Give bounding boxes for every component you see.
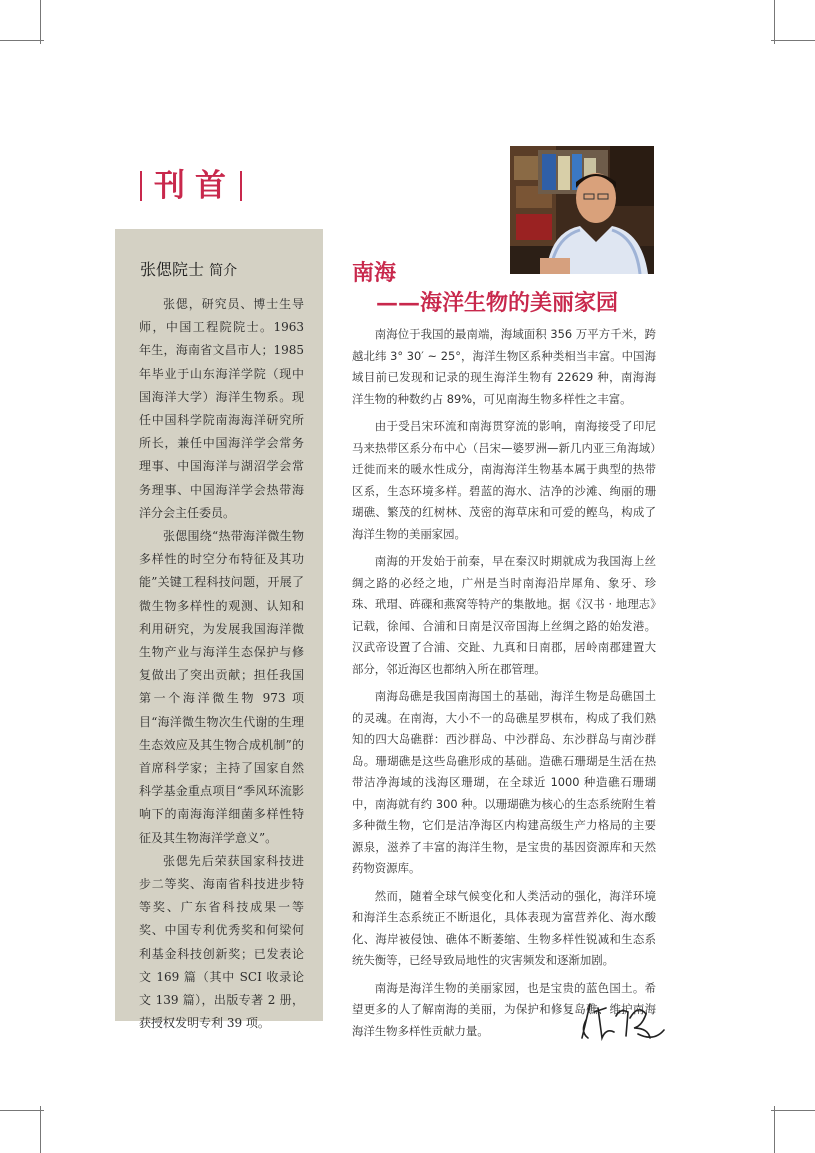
bio-body (139, 293, 304, 1036)
article-title-line1: 南海 (352, 260, 397, 286)
article-paragraph: 南海岛礁是我国南海国土的基础，海洋生物是岛礁国土的灵魂。在南海，大小不一的岛礁星罗棋布，构成了我们熟知的四大岛礁群：西沙群岛、中沙群岛、东沙群岛与南沙群岛。珊瑚礁是这些岛礁形成的基础。造礁石珊瑚是生活在热带洁净海域的浅海区珊瑚，在全球近 1000 种造礁石珊瑚中，南海就有约 300 种。以珊瑚礁为核心的生态系统附生着多种微生物，它们是洁净海区内构建高级生产力格局的主要源泉，滋养了丰富的海洋生物，是宝贵的基因资源库和天然药物资源库。 (352, 689, 656, 875)
section-header (140, 166, 242, 206)
crop-mark (774, 0, 775, 44)
bio-paragraph: 张偲围绕“热带海洋微生物多样性的时空分布特征及其功能”关键工程科技问题，开展了微生物多样性的观测、认知和利用研究，为发展我国海洋微生物产业与海洋生态保护与修复做出了突出贡献；担任我国第一个海洋微生物 973 项目“海洋微生物次生代谢的生理生态效应及其生物合成机制”的首席科学家；主持了国家自然科学基金重点项目“季风环流影响下的南海海洋细菌多样性特征及其生物海洋学意义”。 (139, 529, 304, 845)
article-paragraph: 南海位于我国的最南端，海域面积 356 万平方千米，跨越北纬 3° 30′ ~ 25°，海洋生物区系种类相当丰富。中国海域目前已发现和记录的现生海洋生物有 22629 种，南海海洋生物的种数约占 89%，可见南海生物多样性之丰富。 (352, 327, 656, 406)
section-bar-right (240, 171, 242, 201)
crop-mark (771, 1110, 815, 1111)
article-paragraph: 然而，随着全球气候变化和人类活动的强化，海洋环境和海洋生态系统正不断退化，具体表现为富营养化、海水酸化、海岸被侵蚀、礁体不断萎缩、生物多样性锐减和生态系统失衡等，已经导致局地性的灾害频发和逐渐加剧。 (352, 888, 656, 967)
article-paragraph: 由于受吕宋环流和南海贯穿流的影响，南海接受了印尼马来热带区系分布中心（吕宋—婆罗洲—新几内亚三角海域）迁徙而来的暖水性成分，南海海洋生物基本属于典型的热带区系，生态环境多样。碧蓝的海水、洁净的沙滩、绚丽的珊瑚礁、繁茂的红树林、茂密的海草床和可爱的鲣鸟，构成了海洋生物的美丽家园。 (352, 419, 656, 541)
article-title (352, 258, 618, 318)
article-title-line2: ——海洋生物的美丽家园 (376, 290, 619, 316)
signature (576, 998, 666, 1044)
bio-heading (140, 257, 237, 280)
article-body (352, 324, 656, 1048)
bio-paragraph: 张偲，研究员、博士生导师，中国工程院院士。1963 年生，海南省文昌市人；1985 年毕业于山东海洋学院（现中国海洋大学）海洋生物系。现任中国科学院南海海洋研究所所长，兼任中国海洋学会常务理事、中国海洋与湖沼学会常务理事、中国海洋学会热带海洋分会主任委员。 (139, 297, 304, 520)
crop-mark (40, 0, 41, 44)
section-label: 刊首 (154, 168, 236, 204)
crop-mark (0, 40, 44, 41)
crop-mark (0, 1110, 44, 1111)
crop-mark (40, 1106, 41, 1153)
bio-paragraph: 张偲先后荣获国家科技进步二等奖、海南省科技进步特等奖、广东省科技成果一等奖、中国专利优秀奖和何梁何利基金科技创新奖；已发表论文 169 篇（其中 SCI 收录论文 139 篇），出版专著 2 册，获授权发明专利 39 项。 (139, 853, 304, 1031)
article-paragraph: 南海是海洋生物的美丽家园，也是宝贵的蓝色国土。希望更多的人了解南海的美丽，为保护和修复岛礁、维护南海海洋生物多样性贡献力量。 (352, 980, 656, 1038)
portrait-photo (510, 146, 654, 274)
portrait-illustration (510, 146, 654, 274)
bio-heading-suffix: 简介 (209, 263, 238, 279)
article-paragraph: 南海的开发始于前秦，早在秦汉时期就成为我国海上丝绸之路的必经之地，广州是当时南海沿岸犀角、象牙、珍珠、玳瑁、砗磲和燕窝等特产的集散地。据《汉书 · 地理志》记载，徐闻、合浦和日南是汉帝国海上丝绸之路的始发港。汉武帝设置了合浦、交趾、九真和日南郡，居岭南郡建置大部分，邻近海区也都纳入所在郡管理。 (352, 554, 656, 676)
bio-heading-name: 张偲院士 (140, 260, 205, 279)
section-bar-left (140, 171, 142, 201)
bio-sidebar (115, 229, 323, 1031)
crop-mark (771, 40, 815, 41)
crop-mark (774, 1106, 775, 1153)
